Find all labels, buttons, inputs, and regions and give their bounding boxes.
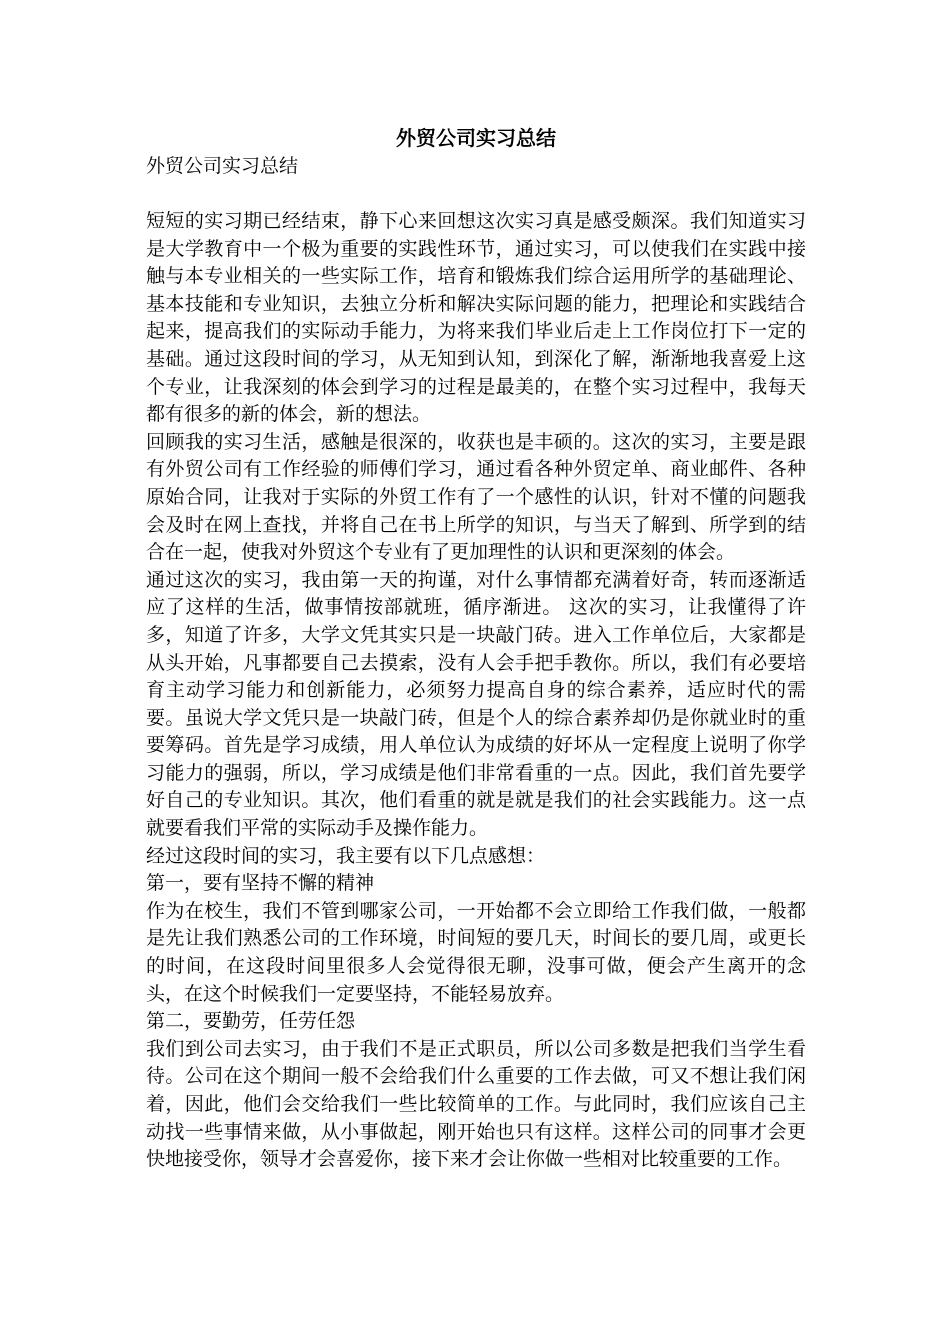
document-title: 外贸公司实习总结 — [396, 126, 556, 150]
paragraph-point-one: 作为在校生，我们不管到哪家公司，一开始都不会立即给工作我们做，一般都是先让我们熟悉公司的工作环境，时间短的要几天，时间长的要几周，或更长的时间，在这段时间里很多人会觉得很无聊，没事可做，便会产生离开的念头，在这个时候我们一定要坚持，不能轻易放弃。 — [146, 899, 806, 1005]
paragraph-point-two: 我们到公司去实习，由于我们不是正式职员，所以公司多数是把我们当学生看待。公司在这个期间一般不会给我们什么重要的工作去做，可又不想让我们闲着，因此，他们会交给我们一些比较简单的工作。与此同时，我们应该自己主动找一些事情来做，从小事做起，刚开始也只有这样。这样公司的同事才会更快地接受你，领导才会喜爱你，接下来才会让你做一些相对比较重要的工作。 — [146, 1037, 806, 1171]
paragraph-intro: 短短的实习期已经结束，静下心来回想这次实习真是感受颇深。我们知道实习是大学教育中一个极为重要的实践性环节，通过实习，可以使我们在实践中接触与本专业相关的一些实际工作，培育和锻炼我们综合运用所学的基础理论、基本技能和专业知识，去独立分析和解决实际问题的能力，把理论和实践结合起来，提高我们的实际动手能力，为将来我们毕业后走上工作岗位打下一定的基础。通过这段时间的学习，从无知到认知，到深化了解，渐渐地我喜爱上这个专业，让我深刻的体会到学习的过程是最美的，在整个实习过程中，我每天都有很多的新的体会，新的想法。 — [146, 210, 806, 426]
paragraph-experience: 通过这次的实习，我由第一天的拘谨，对什么事情都充满着好奇，转而逐渐适应了这样的生活，做事情按部就班，循序渐进。 这次的实习，让我懂得了许多，知道了许多，大学文凭其实只是一块敲门砖。进入工作单位后，大家都是从头开始，凡事都要自己去摸索，没有人会手把手教你。所以，我们有必要培育主动学习能力和创新能力，必须努力提高自身的综合素养，适应时代的需要。虽说大学文凭只是一块敲门砖，但是个人的综合素养却仍是你就业时的重要筹码。首先是学习成绩，用人单位认为成绩的好坏从一定程度上说明了你学习能力的强弱，所以，学习成绩是他们非常看重的一点。因此，我们首先要学好自己的专业知识。其次，他们看重的就是就是我们的社会实践能力。这一点就要看我们平常的实际动手及操作能力。 — [146, 568, 806, 840]
heading-point-one: 第一，要有坚持不懈的精神 — [146, 872, 375, 895]
heading-point-two: 第二，要勤劳，任劳任怨 — [146, 1010, 356, 1033]
document-subtitle: 外贸公司实习总结 — [146, 155, 299, 177]
paragraph-review: 回顾我的实习生活，感触是很深的，收获也是丰硕的。这次的实习，主要是跟有外贸公司有工作经验的师傅们学习，通过看各种外贸定单、商业邮件、各种原始合同，让我对于实际的外贸工作有了一个感性的认识，针对不懂的问题我会及时在网上查找，并将自己在书上所学的知识，与当天了解到、所学到的结合在一起，使我对外贸这个专业有了更加理性的认识和更深刻的体会。 — [146, 430, 806, 564]
document-page — [146, 124, 806, 1174]
paragraph-thoughts-intro: 经过这段时间的实习，我主要有以下几点感想： — [146, 844, 546, 867]
